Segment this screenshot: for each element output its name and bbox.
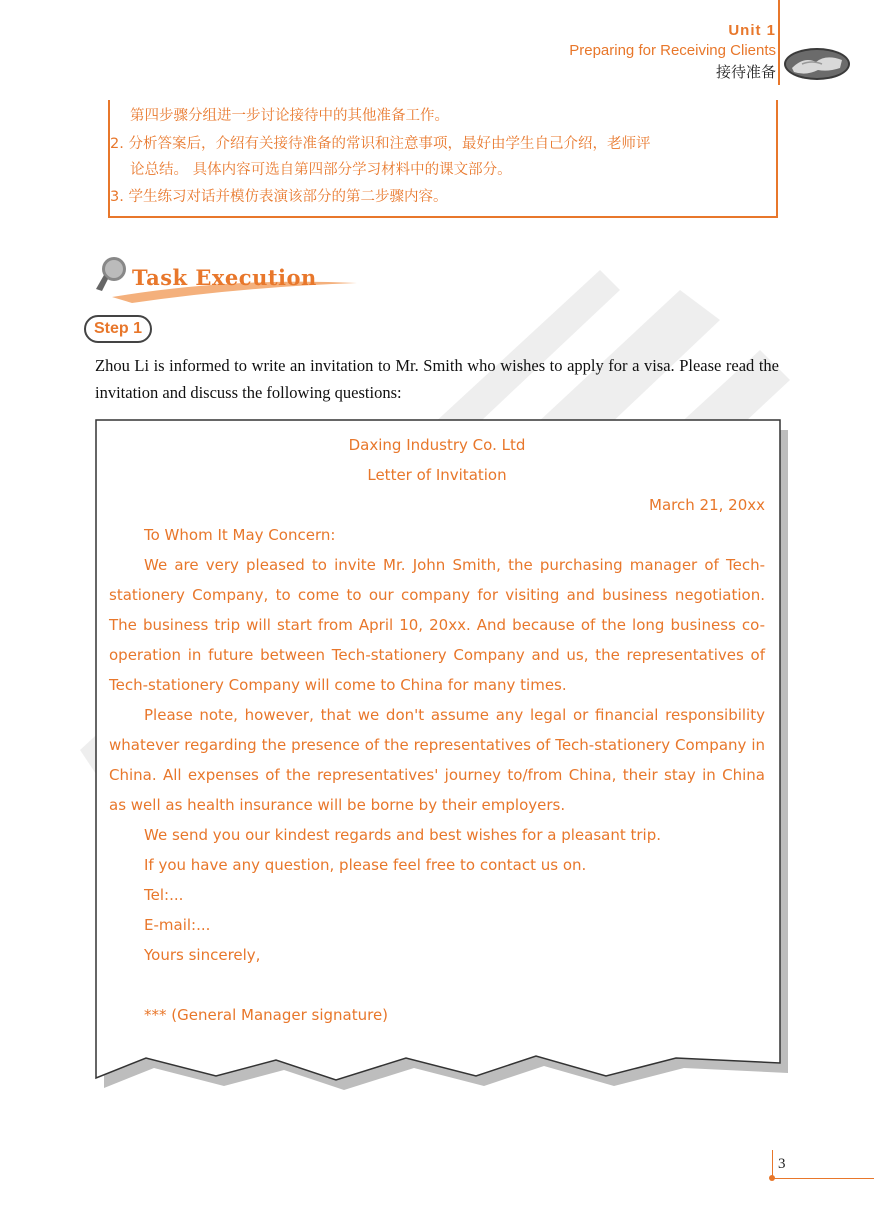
notes-line: 2. 分析答案后，介绍有关接待准备的常识和注意事项，最好由学生自己介绍，老师评	[110, 136, 651, 152]
step-badge	[84, 315, 152, 343]
letter-paragraph: We are very pleased to invite Mr. John Smith, the purchasing manager of Tech-stationery Company, to come to our company for visiting and business negotiation. The business trip will start from April 10, 20xx. And because of the long business co-operation in future between Tech-stationery Company and us, the representatives of Tech-stationery Company will come to China for many times.	[109, 556, 765, 694]
letter-company: Daxing Industry Co. Ltd	[348, 436, 526, 454]
unit-title-en: Preparing for Receiving Clients	[569, 42, 776, 59]
instructions-paragraph: Zhou Li is informed to write an invitation to Mr. Smith who wishes to apply for a visa. Please read the invitation and discuss the following questions:	[95, 356, 779, 402]
globe-person-icon	[92, 253, 132, 293]
unit-header	[569, 22, 776, 82]
invitation-letter-card	[94, 418, 794, 1098]
header-divider	[778, 0, 780, 85]
footer-rule	[772, 1178, 874, 1179]
letter-salutation: To Whom It May Concern:	[144, 526, 336, 544]
page-number: 3	[778, 1156, 786, 1172]
letter-date: March 21, 20xx	[649, 496, 765, 514]
step-label: Step 1	[90, 319, 146, 339]
teacher-notes-box	[108, 100, 778, 218]
notes-line: 3. 学生练习对话并模仿表演该部分的第二步骤内容。	[110, 189, 448, 205]
unit-title-zh: 接待准备	[715, 63, 776, 81]
notes-line: 第四步骤分组进一步讨论接待中的其他准备工作。	[130, 108, 449, 124]
letter-paragraph: Please note, however, that we don't assume any legal or financial responsibility whatever regarding the presence of the representatives of Tech-stationery Company in China. All expenses of the representatives' journey to/from China, their stay in China as well as health insurance will be borne by their employers.	[109, 706, 765, 814]
notes-line: 论总结。 具体内容可选自第四部分学习材料中的课文部分。	[130, 162, 512, 178]
unit-label: Unit 1	[728, 22, 776, 39]
footer-dot	[769, 1175, 775, 1181]
letter-email: E-mail:...	[144, 916, 211, 934]
section-title: Task Execution	[132, 265, 317, 290]
letter-closing: Yours sincerely,	[144, 946, 261, 964]
letter-body	[109, 430, 765, 1030]
task-execution-heading	[92, 253, 362, 303]
letter-signature: *** (General Manager signature)	[144, 1006, 389, 1024]
handshake-icon	[782, 42, 852, 82]
letter-contact: If you have any question, please feel free to contact us on.	[144, 856, 587, 874]
letter-heading: Letter of Invitation	[367, 466, 507, 484]
letter-tel: Tel:...	[144, 886, 184, 904]
letter-regards: We send you our kindest regards and best wishes for a pleasant trip.	[144, 826, 662, 844]
